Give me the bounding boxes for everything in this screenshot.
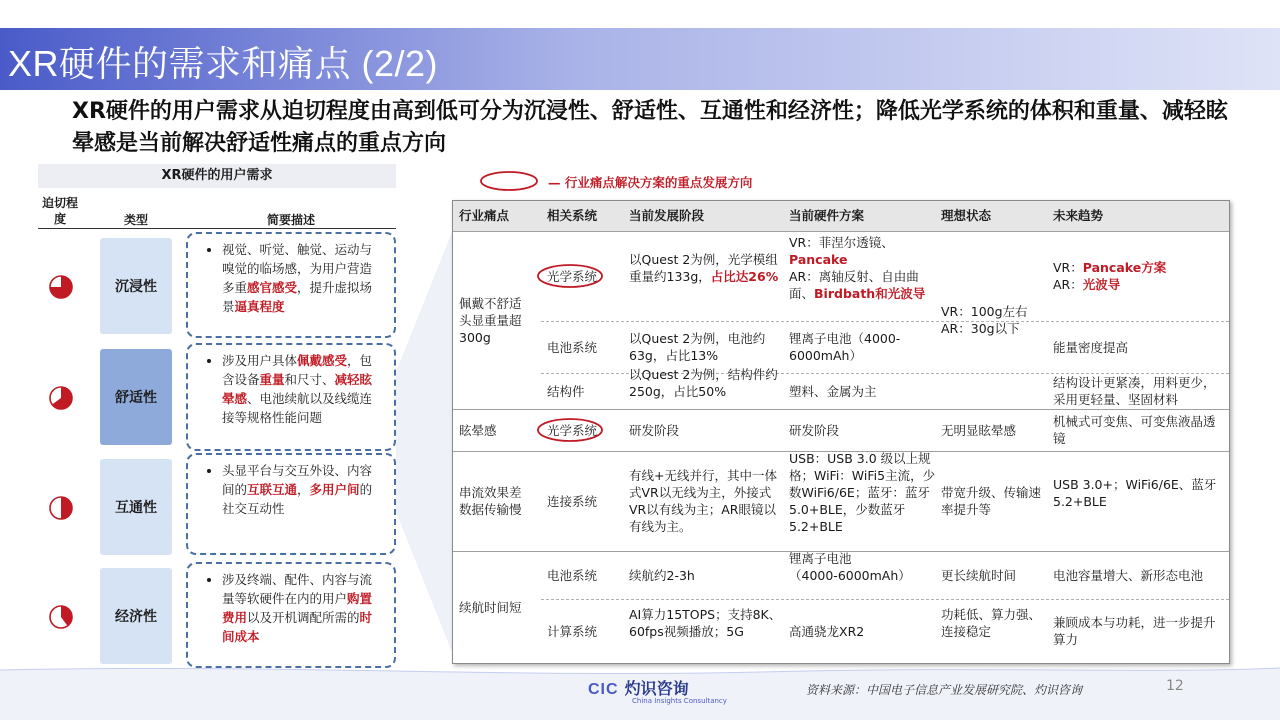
table-header-5: 理想状态 bbox=[935, 201, 1047, 231]
need-desc-highlight: 佩戴感受 bbox=[297, 353, 348, 368]
need-desc-highlight: 购置费用 bbox=[222, 591, 373, 625]
stage-cell bbox=[629, 567, 785, 584]
stage-cell bbox=[629, 330, 785, 364]
need-desc-highlight: 互联互通 bbox=[247, 482, 298, 497]
connector-shape bbox=[396, 222, 456, 662]
urgency-column-header: 迫切程度 bbox=[41, 196, 78, 226]
stage-cell bbox=[629, 251, 785, 285]
need-desc-text: 涉及终端、配件、内容与流量等软硬件在内的用户 bbox=[222, 572, 373, 606]
title-bar bbox=[0, 28, 1280, 90]
need-desc-highlight: 多用户间 bbox=[309, 482, 360, 497]
need-type-3: 互通性 bbox=[100, 459, 172, 555]
type-column-header: 类型 bbox=[123, 213, 148, 227]
future-text: 机械式可变焦、可变焦液晶透镜 bbox=[1053, 414, 1216, 446]
future-text: 能量密度提高 bbox=[1053, 339, 1129, 355]
future-trend-cell bbox=[1053, 413, 1223, 447]
legend-text: 行业痛点解决方案的重点发展方向 bbox=[564, 175, 753, 190]
highlight-oval-icon bbox=[478, 170, 540, 192]
urgency-pie-3 bbox=[48, 495, 74, 521]
pain-point-cell: 续航时间短 bbox=[459, 599, 522, 615]
system-cell: 光学系统 bbox=[547, 268, 598, 284]
hardware-text: 高通骁龙XR2 bbox=[789, 623, 865, 639]
future-trend-cell bbox=[1053, 259, 1223, 293]
future-text: AR： bbox=[1053, 277, 1083, 292]
need-desc-highlight: 逼真程度 bbox=[234, 299, 285, 314]
need-desc-4 bbox=[186, 562, 396, 668]
need-desc-highlight: 时间成本 bbox=[222, 610, 373, 644]
stage-cell bbox=[629, 467, 785, 535]
need-desc-3 bbox=[186, 453, 396, 555]
system-cell: 计算系统 bbox=[547, 623, 598, 639]
hardware-text: 研发阶段 bbox=[789, 422, 840, 438]
page-title: XR硬件的需求和痛点 (2/2) bbox=[8, 43, 439, 84]
stage-text: 以Quest 2为例，电池约63g，占比13% bbox=[629, 331, 766, 363]
company-logo bbox=[588, 676, 727, 705]
need-type-4: 经济性 bbox=[100, 568, 172, 664]
future-highlight: 光波导 bbox=[1082, 277, 1121, 292]
ideal-state-cell: 带宽升级、传输速率提升等 bbox=[941, 485, 1042, 517]
logo-cic: CIC bbox=[588, 681, 619, 698]
hardware-text: AR：离轴反射、自由曲面、 bbox=[789, 268, 919, 301]
desc-column-header: 简要描述 bbox=[266, 213, 315, 227]
pain-point-cell: 眩晕感 bbox=[459, 422, 497, 438]
table-header-2: 相关系统 bbox=[541, 201, 623, 231]
header-divider bbox=[38, 228, 396, 229]
stage-cell bbox=[629, 366, 785, 400]
future-text: 电池容量增大、新形态电池 bbox=[1053, 567, 1204, 583]
need-desc-text: 和尺寸、 bbox=[284, 372, 335, 387]
future-text: USB 3.0+；WiFi6/6E、蓝牙5.2+BLE bbox=[1053, 476, 1217, 509]
hardware-cell bbox=[789, 422, 939, 439]
need-desc-text: ，提升虚拟场景 bbox=[222, 280, 373, 314]
need-type-2: 舒适性 bbox=[100, 349, 172, 445]
need-desc-2 bbox=[186, 343, 396, 451]
system-cell: 结构件 bbox=[547, 383, 585, 399]
need-desc-text: ， bbox=[297, 482, 310, 497]
hardware-cell bbox=[789, 234, 939, 302]
table-header-4: 当前硬件方案 bbox=[783, 201, 935, 231]
system-cell: 光学系统 bbox=[547, 422, 598, 438]
future-text: 兼顾成本与功耗，进一步提升算力 bbox=[1053, 615, 1216, 647]
table-header-1: 行业痛点 bbox=[453, 201, 541, 231]
future-text: VR： bbox=[1053, 260, 1083, 275]
need-desc-1 bbox=[186, 232, 396, 338]
stage-cell bbox=[629, 422, 785, 439]
hardware-cell bbox=[789, 450, 939, 535]
hardware-text: 锂离子电池 bbox=[789, 550, 852, 566]
system-cell: 连接系统 bbox=[547, 493, 598, 509]
need-desc-text: 涉及用户具体 bbox=[222, 353, 298, 368]
hardware-cell bbox=[789, 623, 939, 640]
stage-text: 研发阶段 bbox=[629, 422, 680, 438]
stage-text: 以Quest 2为例，光学模组重量约133g， bbox=[629, 251, 778, 284]
need-desc-highlight: 感官感受 bbox=[247, 280, 298, 295]
need-desc-text: 头显平台与交互外设、内容间的 bbox=[222, 463, 373, 497]
header-rule bbox=[453, 231, 1229, 232]
future-trend-cell bbox=[1053, 614, 1223, 648]
future-trend-cell bbox=[1053, 374, 1223, 408]
future-trend-cell bbox=[1053, 476, 1223, 510]
row-rule bbox=[541, 321, 1229, 322]
logo-cn: 灼识咨询 bbox=[624, 679, 689, 698]
need-type-1: 沉浸性 bbox=[100, 238, 172, 334]
group-rule bbox=[453, 409, 1229, 410]
future-trend-cell bbox=[1053, 339, 1223, 356]
hardware-text: （4000-6000mAh） bbox=[789, 567, 911, 583]
hardware-text: VR：菲涅尔透镜、 bbox=[789, 234, 894, 250]
need-desc-text: ，包含设备 bbox=[222, 353, 373, 387]
row-rule bbox=[541, 599, 1229, 600]
urgency-pie-fill bbox=[61, 497, 72, 519]
page-number: 12 bbox=[1166, 678, 1184, 694]
need-desc-text: 视觉、听觉、触觉、运动与嗅觉的临场感，为用户营造多重 bbox=[222, 242, 373, 295]
hardware-cell bbox=[789, 550, 939, 584]
stage-cell bbox=[629, 606, 785, 640]
stage-text: 有线+无线并行，其中一体式VR以无线为主，外接式VR以有线为主；AR眼镜以有线为主。 bbox=[629, 468, 777, 534]
system-cell: 电池系统 bbox=[547, 567, 598, 583]
need-desc-text: 以及开机调配所需的 bbox=[247, 610, 360, 625]
ideal-state-cell: VR：100g左右 AR：30g以下 bbox=[941, 304, 1028, 336]
pain-point-cell: 佩戴不舒适 头显重量超 300g bbox=[459, 295, 522, 345]
headline: XR硬件的用户需求从迫切程度由高到低可分为沉浸性、舒适性、互通性和经济性；降低光学系统的体积和重量、减轻眩晕感是当前解决舒适性痛点的重点方向 bbox=[72, 99, 1228, 156]
ideal-state-cell: 更长续航时间 bbox=[941, 567, 1017, 583]
pain-points-table bbox=[452, 200, 1230, 664]
table-header-6: 未来趋势 bbox=[1047, 201, 1229, 231]
logo-en: China Insights Consultancy bbox=[632, 697, 727, 705]
highlight-circle-icon bbox=[535, 416, 605, 444]
future-highlight: Pancake方案 bbox=[1082, 260, 1167, 275]
need-desc-highlight: 减轻眩晕感 bbox=[222, 372, 373, 406]
hardware-text: 锂离子电池（4000-6000mAh） bbox=[789, 331, 901, 363]
stage-text: 以Quest 2为例，结构件约250g，占比50% bbox=[629, 366, 778, 399]
pain-point-cell: 串流效果差 数据传输慢 bbox=[459, 485, 522, 517]
hardware-highlight: Pancake bbox=[789, 251, 848, 267]
table-header-3: 当前发展阶段 bbox=[623, 201, 783, 231]
future-trend-cell bbox=[1053, 567, 1223, 584]
stage-highlight: 占比达26% bbox=[710, 268, 779, 284]
need-desc-highlight: 重量 bbox=[259, 372, 285, 387]
highlight-circle-icon bbox=[535, 262, 605, 290]
need-desc-text: 、电池续航以及线缆连接等规格性能问题 bbox=[222, 391, 373, 425]
user-needs-header: XR硬件的用户需求 bbox=[38, 164, 396, 188]
need-desc-text: 的社交互动性 bbox=[222, 482, 373, 516]
stage-text: 续航约2-3h bbox=[629, 567, 695, 583]
hardware-text: 塑料、金属为主 bbox=[789, 383, 877, 399]
urgency-pie-1 bbox=[48, 274, 74, 300]
urgency-pie-2 bbox=[48, 385, 74, 411]
future-text: 结构设计更紧凑，用料更少，采用更轻量、坚固材料 bbox=[1053, 375, 1216, 407]
hardware-cell bbox=[789, 383, 939, 400]
source-note: 资料来源：中国电子信息产业发展研究院、灼识咨询 bbox=[806, 683, 1083, 697]
hardware-text: USB：USB 3.0 级以上规格；WiFi：WiFi5主流，少数WiFi6/6E；蓝牙：蓝牙5.0+BLE，少数蓝牙5.2+BLE bbox=[789, 451, 936, 534]
system-cell: 电池系统 bbox=[547, 339, 598, 355]
ideal-state-cell: 无明显眩晕感 bbox=[941, 422, 1017, 438]
hardware-cell bbox=[789, 330, 939, 364]
hardware-highlight: Birdbath和光波导 bbox=[814, 285, 926, 301]
ideal-state-cell: 功耗低、算力强、 连接稳定 bbox=[941, 606, 1042, 639]
stage-text: AI算力15TOPS；支持8K、60fps视频播放；5G bbox=[629, 606, 782, 639]
urgency-pie-4 bbox=[48, 604, 74, 630]
legend-label: — 行业痛点解决方案的重点发展方向 bbox=[548, 175, 753, 190]
